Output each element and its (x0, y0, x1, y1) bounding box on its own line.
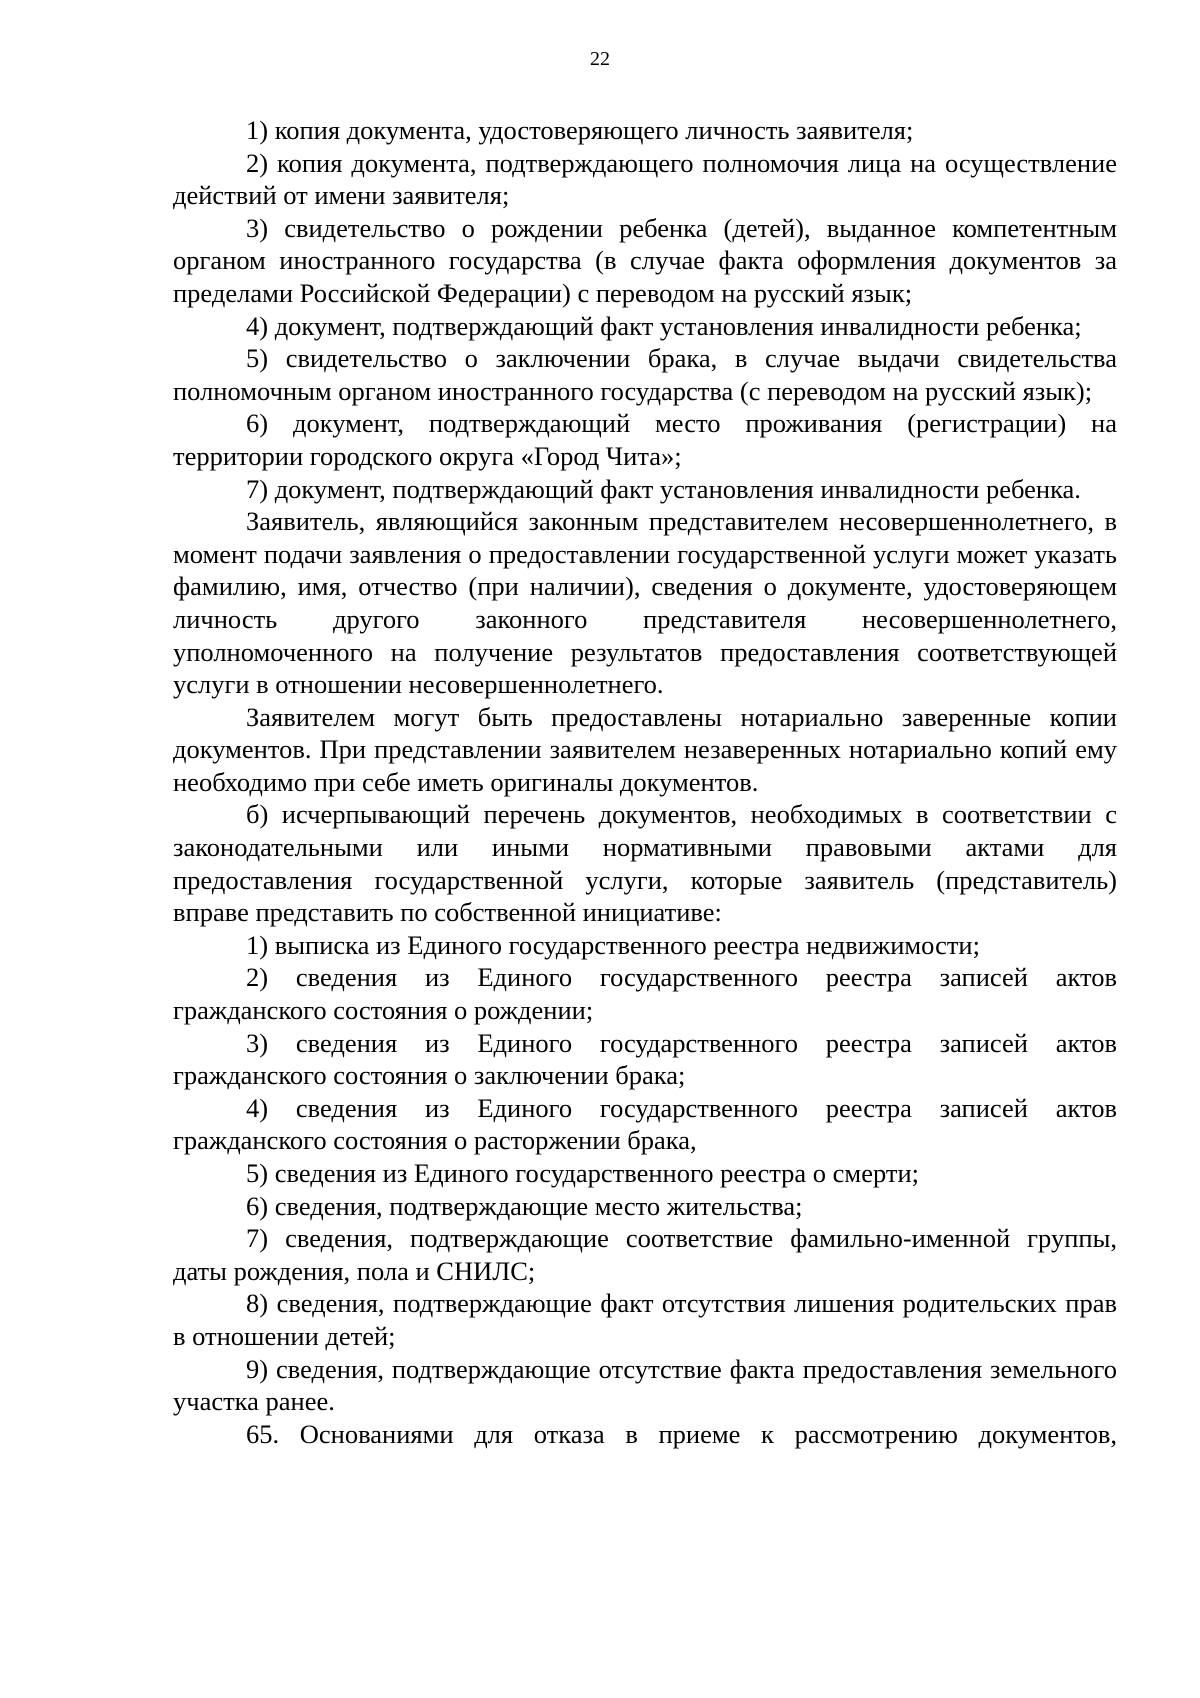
paragraph-info-5-death-record: 5) сведения из Единого государственного реестра о смерти; (246, 1158, 919, 1188)
paragraph-doc-1-identity-copy: 1) копия документа, удостоверяющего личность заявителя; (246, 115, 914, 145)
paragraph-notarized-copies: Заявителем могут быть предоставлены нотариально заверенные копии документов. При представлении заявителем незаверенных нотариально копий ему необходимо при себе иметь оригиналы документов. (173, 701, 1117, 797)
paragraph-info-4-divorce-record: 4) сведения из Единого государственного реестра записей актов гражданского состояния о расторжении брака, (173, 1092, 1117, 1156)
paragraph-doc-4-disability: 4) документ, подтверждающий факт установления инвалидности ребенка; (246, 310, 1082, 341)
paragraph-doc-7-disability: 7) документ, подтверждающий факт установления инвалидности ребенка. (246, 473, 1081, 504)
paragraph-legal-representative: Заявитель, являющийся законным представителем несовершеннолетнего, в момент подачи заявления о предоставлении государственной услуги может указать фамилию, имя, отчество (при наличии), сведения о документе, удостоверяющем личность другого законного представителя несовершеннолетнего, уполномоченного на получение результатов предоставления соответствующей услуги в отношении несовершеннолетнего. (173, 506, 1117, 700)
paragraph-65-refusal-grounds: 65. Основаниями для отказа в приеме к рассмотрению документов, (246, 1418, 1117, 1449)
paragraph-doc-5-marriage-certificate: 5) свидетельство о заключении брака, в случае выдачи свидетельства полномочным органом иностранного государства (с переводом на русский язык); (173, 343, 1117, 406)
paragraph-optional-documents-intro: б) исчерпывающий перечень документов, необходимых в соответствии с законодательными или иными нормативными правовыми актами для предоставления государственной услуги, которые заявитель (представитель) вправе представить по собственной инициативе: (173, 799, 1117, 928)
paragraph-info-3-marriage-record: 3) сведения из Единого государственного реестра записей актов гражданского состояния о заключении брака; (173, 1027, 1117, 1091)
paragraph-info-8-parental-rights: 8) сведения, подтверждающие факт отсутствия лишения родительских прав в отношении детей; (173, 1288, 1117, 1351)
page-number: 22 (590, 48, 610, 70)
paragraph-doc-3-birth-certificate: 3) свидетельство о рождении ребенка (детей), выданное компетентным органом иностранного государства (в случае факта оформления документов за пределами Российской Федерации) с переводом на русский язык; (173, 212, 1117, 308)
document-body (173, 114, 1117, 1450)
paragraph-doc-2-authority-copy: 2) копия документа, подтверждающего полномочия лица на осуществление действий от имени заявителя; (173, 147, 1117, 211)
paragraph-doc-6-residence: 6) документ, подтверждающий место проживания (регистрации) на территории городского округа «Город Чита»; (173, 408, 1117, 471)
paragraph-info-1-real-estate: 1) выписка из Единого государственного реестра недвижимости; (246, 929, 980, 960)
paragraph-info-7-snils: 7) сведения, подтверждающие соответствие фамильно-именной группы, даты рождения, пола и СНИЛС; (173, 1223, 1117, 1286)
paragraph-info-9-land-plot: 9) сведения, подтверждающие отсутствие факта предоставления земельного участка ранее. (173, 1353, 1117, 1417)
paragraph-info-6-residence: 6) сведения, подтверждающие место жительства; (246, 1190, 803, 1221)
paragraph-info-2-birth-record: 2) сведения из Единого государственного реестра записей актов гражданского состояния о рождении; (173, 962, 1117, 1026)
